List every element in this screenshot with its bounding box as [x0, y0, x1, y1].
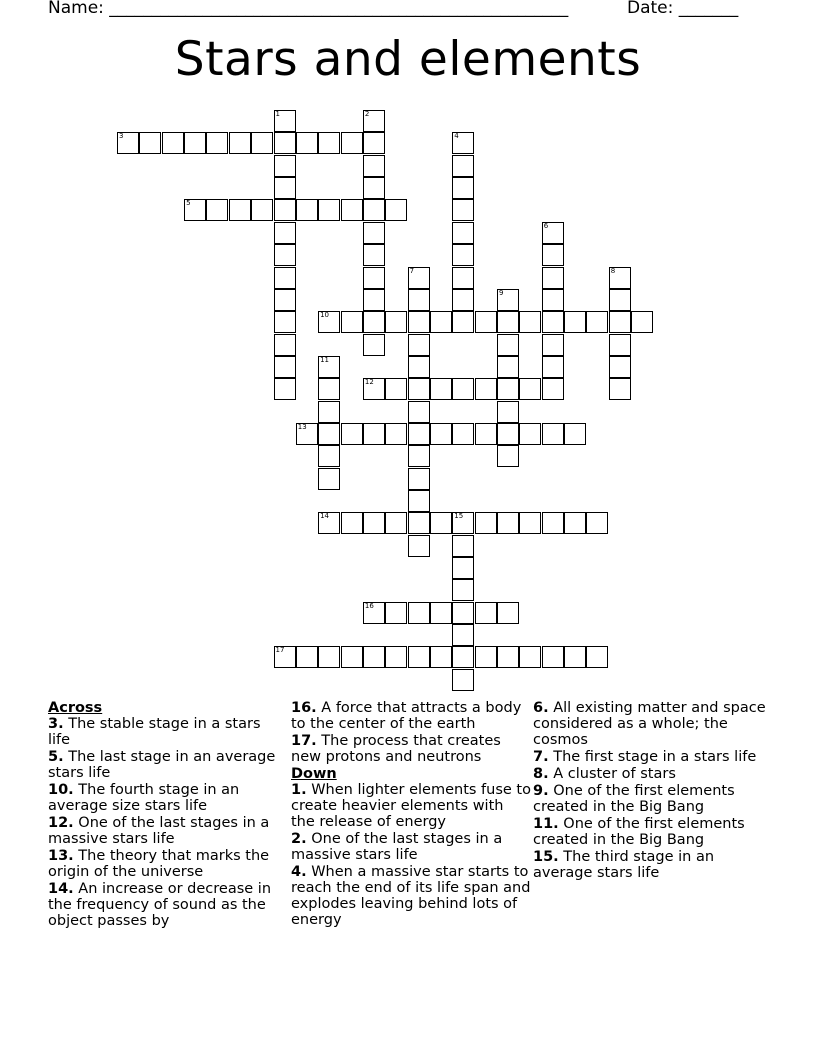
- clue-across-14: [48, 881, 278, 929]
- crossword-cell[interactable]: [452, 423, 474, 445]
- clue-number: 2.: [291, 831, 307, 847]
- crossword-cell[interactable]: [586, 311, 608, 333]
- crossword-cell[interactable]: [475, 311, 497, 333]
- crossword-cell[interactable]: [274, 646, 296, 668]
- crossword-cell[interactable]: [318, 199, 340, 221]
- crossword-cell[interactable]: [363, 334, 385, 356]
- clue-across-16: [291, 700, 531, 732]
- crossword-cell[interactable]: [229, 199, 251, 221]
- crossword-cell[interactable]: [452, 669, 474, 691]
- crossword-cell[interactable]: [519, 311, 541, 333]
- cell-number: 5: [186, 199, 191, 208]
- clue-across-17: [291, 733, 531, 765]
- clue-text: One of the last stages in a massive stars life: [291, 831, 503, 863]
- crossword-cell[interactable]: [274, 289, 296, 311]
- crossword-cell[interactable]: [542, 356, 564, 378]
- crossword-cell[interactable]: [318, 423, 340, 445]
- clue-text: The theory that marks the origin of the universe: [48, 848, 270, 880]
- clue-across-3: [48, 716, 278, 748]
- crossword-cell[interactable]: [408, 646, 430, 668]
- crossword-cell[interactable]: [452, 132, 474, 154]
- cell-number: 7: [409, 266, 415, 275]
- crossword-cell[interactable]: [206, 199, 228, 221]
- clue-text: One of the first elements created in the Big Bang: [533, 816, 745, 848]
- crossword-cell[interactable]: [408, 378, 430, 400]
- crossword-cell[interactable]: [408, 602, 430, 624]
- crossword-cell[interactable]: [564, 512, 586, 534]
- crossword-cell[interactable]: [452, 155, 474, 177]
- crossword-cell[interactable]: [542, 267, 564, 289]
- crossword-cell[interactable]: [497, 445, 519, 467]
- crossword-cell[interactable]: [497, 378, 519, 400]
- clue-down-9: [533, 783, 773, 815]
- crossword-cell[interactable]: [519, 512, 541, 534]
- clue-number: 4.: [291, 864, 307, 880]
- crossword-cell[interactable]: [452, 267, 474, 289]
- crossword-cell[interactable]: [229, 132, 251, 154]
- crossword-cell[interactable]: [475, 602, 497, 624]
- clue-number: 3.: [48, 716, 64, 732]
- crossword-cell[interactable]: [408, 490, 430, 512]
- crossword-cell[interactable]: [206, 132, 228, 154]
- clue-text: The last stage in an average stars life: [48, 749, 276, 781]
- crossword-cell[interactable]: [363, 267, 385, 289]
- crossword-cell[interactable]: [475, 646, 497, 668]
- crossword-cell[interactable]: [430, 602, 452, 624]
- crossword-cell[interactable]: [609, 378, 631, 400]
- crossword-cell[interactable]: [452, 646, 474, 668]
- crossword-cell[interactable]: [430, 423, 452, 445]
- name-field-label: Name: ______________________________________________________: [48, 0, 569, 18]
- crossword-cell[interactable]: [408, 423, 430, 445]
- crossword-cell[interactable]: [139, 132, 161, 154]
- crossword-cell[interactable]: [564, 646, 586, 668]
- clue-text: One of the first elements created in the Big Bang: [533, 783, 735, 815]
- crossword-cell[interactable]: [452, 311, 474, 333]
- crossword-cell[interactable]: [363, 110, 385, 132]
- clue-text: The third stage in an average stars life: [533, 849, 715, 881]
- crossword-cell[interactable]: [408, 267, 430, 289]
- clue-text: One of the last stages in a massive stars life: [48, 815, 270, 847]
- clue-text: The process that creates new protons and neutrons: [291, 733, 501, 765]
- clue-text: An increase or decrease in the frequency of sound as the object passes by: [48, 881, 272, 929]
- crossword-cell[interactable]: [251, 199, 273, 221]
- crossword-cell[interactable]: [408, 445, 430, 467]
- clue-text: The fourth stage in an average size stars life: [48, 782, 240, 814]
- crossword-cell[interactable]: [274, 244, 296, 266]
- crossword-cell[interactable]: [586, 512, 608, 534]
- crossword-cell[interactable]: [542, 512, 564, 534]
- crossword-cell[interactable]: [586, 646, 608, 668]
- crossword-cell[interactable]: [631, 311, 653, 333]
- crossword-cell[interactable]: [497, 334, 519, 356]
- crossword-cell[interactable]: [452, 289, 474, 311]
- cell-number: 10: [320, 311, 330, 320]
- crossword-cell[interactable]: [564, 311, 586, 333]
- crossword-cell[interactable]: [363, 132, 385, 154]
- clue-number: 1.: [291, 782, 307, 798]
- clue-down-1: [291, 782, 531, 830]
- crossword-cell[interactable]: [363, 289, 385, 311]
- crossword-cell[interactable]: [385, 199, 407, 221]
- down-heading: Down: [291, 766, 337, 782]
- clue-number: 6.: [533, 700, 549, 716]
- crossword-cell[interactable]: [408, 468, 430, 490]
- crossword-cell[interactable]: [609, 334, 631, 356]
- crossword-cell[interactable]: [341, 311, 363, 333]
- clue-across-5: [48, 749, 278, 781]
- crossword-cell[interactable]: [452, 624, 474, 646]
- clue-text: When a massive star starts to reach the end of its life span and explodes leaving behind lots of energy: [291, 864, 531, 928]
- cell-number: 2: [364, 110, 370, 118]
- crossword-cell[interactable]: [609, 267, 631, 289]
- crossword-cell[interactable]: [452, 378, 474, 400]
- crossword-cell[interactable]: [385, 646, 407, 668]
- cell-number: 11: [320, 355, 330, 364]
- crossword-cell[interactable]: [609, 311, 631, 333]
- crossword-cell[interactable]: [251, 132, 273, 154]
- crossword-cell[interactable]: [408, 311, 430, 333]
- crossword-cell[interactable]: [318, 512, 340, 534]
- crossword-cell[interactable]: [452, 557, 474, 579]
- crossword-cell[interactable]: [341, 423, 363, 445]
- clue-number: 7.: [533, 749, 549, 765]
- crossword-cell[interactable]: [296, 132, 318, 154]
- crossword-cell[interactable]: [430, 378, 452, 400]
- cell-number: 9: [499, 288, 504, 297]
- clues-column-1: [48, 700, 278, 930]
- page-title: Stars and elements: [174, 32, 642, 87]
- cell-number: 6: [543, 221, 549, 230]
- crossword-cell[interactable]: [475, 423, 497, 445]
- crossword-cell[interactable]: [408, 512, 430, 534]
- cell-number: 1: [275, 110, 280, 118]
- crossword-cell[interactable]: [318, 311, 340, 333]
- crossword-cell[interactable]: [408, 401, 430, 423]
- clue-number: 14.: [48, 881, 74, 897]
- crossword-cell[interactable]: [542, 423, 564, 445]
- crossword-cell[interactable]: [497, 356, 519, 378]
- clue-across-13: [48, 848, 278, 880]
- crossword-cell[interactable]: [542, 244, 564, 266]
- clue-across-10: [48, 782, 278, 814]
- clue-number: 13.: [48, 848, 74, 864]
- cell-number: 8: [610, 266, 616, 275]
- crossword-cell[interactable]: [385, 602, 407, 624]
- crossword-cell[interactable]: [363, 199, 385, 221]
- crossword-cell[interactable]: [363, 646, 385, 668]
- clue-text: A cluster of stars: [553, 766, 676, 782]
- crossword-cell[interactable]: [274, 356, 296, 378]
- crossword-cell[interactable]: [452, 579, 474, 601]
- crossword-cell[interactable]: [274, 132, 296, 154]
- clue-number: 11.: [533, 816, 559, 832]
- crossword-cell[interactable]: [519, 423, 541, 445]
- clue-number: 10.: [48, 782, 74, 798]
- crossword-cell[interactable]: [609, 356, 631, 378]
- crossword-cell[interactable]: [542, 222, 564, 244]
- crossword-cell[interactable]: [497, 311, 519, 333]
- crossword-cell[interactable]: [341, 132, 363, 154]
- crossword-cell[interactable]: [430, 512, 452, 534]
- clue-text: When lighter elements fuse to create heavier elements with the release of energy: [291, 782, 531, 830]
- clue-down-11: [533, 816, 773, 848]
- crossword-cell[interactable]: [274, 222, 296, 244]
- crossword-cell[interactable]: [184, 199, 206, 221]
- crossword-cell[interactable]: [452, 222, 474, 244]
- clue-text: The stable stage in a stars life: [48, 716, 261, 748]
- cell-number: 13: [297, 422, 307, 431]
- crossword-cell[interactable]: [363, 423, 385, 445]
- crossword-cell[interactable]: [542, 289, 564, 311]
- crossword-cell[interactable]: [318, 445, 340, 467]
- crossword-cell[interactable]: [497, 289, 519, 311]
- crossword-cell[interactable]: [475, 378, 497, 400]
- crossword-cell[interactable]: [363, 222, 385, 244]
- clues-column-2: [291, 700, 531, 929]
- crossword-cell[interactable]: [542, 334, 564, 356]
- clue-across-12: [48, 815, 278, 847]
- clue-text: The first stage in a stars life: [553, 749, 757, 765]
- cell-number: 17: [275, 646, 285, 655]
- crossword-cell[interactable]: [184, 132, 206, 154]
- crossword-cell[interactable]: [408, 356, 430, 378]
- crossword-cell[interactable]: [452, 177, 474, 199]
- clue-number: 17.: [291, 733, 317, 749]
- crossword-cell[interactable]: [519, 646, 541, 668]
- crossword-cell[interactable]: [296, 423, 318, 445]
- crossword-cell[interactable]: [452, 602, 474, 624]
- across-heading: Across: [48, 700, 103, 716]
- crossword-cell[interactable]: [542, 378, 564, 400]
- cell-number: 12: [364, 378, 374, 387]
- cell-number: 3: [119, 132, 124, 141]
- crossword-cell[interactable]: [363, 378, 385, 400]
- crossword-cell[interactable]: [497, 401, 519, 423]
- crossword-cell[interactable]: [296, 646, 318, 668]
- clue-down-15: [533, 849, 773, 881]
- crossword-cell[interactable]: [274, 177, 296, 199]
- clue-down-7: [533, 749, 773, 765]
- clue-number: 16.: [291, 700, 317, 716]
- crossword-cell[interactable]: [318, 401, 340, 423]
- crossword-cell[interactable]: [318, 132, 340, 154]
- clue-number: 15.: [533, 849, 559, 865]
- crossword-cell[interactable]: [274, 110, 296, 132]
- crossword-cell[interactable]: [117, 132, 139, 154]
- clue-number: 12.: [48, 815, 74, 831]
- crossword-cell[interactable]: [341, 646, 363, 668]
- crossword-cell[interactable]: [363, 311, 385, 333]
- cell-number: 16: [364, 601, 374, 610]
- crossword-cell[interactable]: [274, 199, 296, 221]
- crossword-cell[interactable]: [609, 289, 631, 311]
- crossword-cell[interactable]: [341, 199, 363, 221]
- crossword-cell[interactable]: [363, 155, 385, 177]
- clue-text: A force that attracts a body to the center of the earth: [291, 700, 522, 732]
- crossword-cell[interactable]: [318, 378, 340, 400]
- crossword-cell[interactable]: [408, 289, 430, 311]
- crossword-cell[interactable]: [274, 334, 296, 356]
- crossword-cell[interactable]: [542, 311, 564, 333]
- clue-text: All existing matter and space considered as a whole; the cosmos: [533, 700, 766, 748]
- crossword-cell[interactable]: [519, 378, 541, 400]
- crossword-cell[interactable]: [318, 646, 340, 668]
- clue-number: 5.: [48, 749, 64, 765]
- crossword-cell[interactable]: [341, 512, 363, 534]
- crossword-cell[interactable]: [162, 132, 184, 154]
- crossword-cell[interactable]: [363, 244, 385, 266]
- cell-number: 14: [320, 512, 330, 521]
- date-field-label: Date: _______: [627, 0, 739, 18]
- crossword-cell[interactable]: [274, 311, 296, 333]
- crossword-cell[interactable]: [318, 468, 340, 490]
- crossword-cell[interactable]: [452, 535, 474, 557]
- crossword-cell[interactable]: [385, 512, 407, 534]
- crossword-cell[interactable]: [385, 311, 407, 333]
- crossword-cell[interactable]: [363, 512, 385, 534]
- crossword-cell[interactable]: [430, 311, 452, 333]
- crossword-cell[interactable]: [274, 155, 296, 177]
- cell-number: 4: [454, 132, 459, 141]
- crossword-cell[interactable]: [452, 244, 474, 266]
- crossword-cell[interactable]: [452, 199, 474, 221]
- crossword-cell[interactable]: [363, 177, 385, 199]
- cell-number: 15: [454, 512, 464, 521]
- crossword-cell[interactable]: [408, 535, 430, 557]
- crossword-cell[interactable]: [475, 512, 497, 534]
- crossword-cell[interactable]: [385, 378, 407, 400]
- clue-down-4: [291, 864, 531, 928]
- clue-down-2: [291, 831, 531, 863]
- crossword-cell[interactable]: [497, 512, 519, 534]
- crossword-cell[interactable]: [318, 356, 340, 378]
- crossword-cell[interactable]: [564, 423, 586, 445]
- crossword-cell[interactable]: [430, 646, 452, 668]
- clue-down-6: [533, 700, 773, 748]
- clue-number: 8.: [533, 766, 549, 782]
- crossword-cell[interactable]: [408, 334, 430, 356]
- crossword-cell[interactable]: [497, 423, 519, 445]
- crossword-cell[interactable]: [542, 646, 564, 668]
- crossword-cell[interactable]: [497, 646, 519, 668]
- crossword-cell[interactable]: [452, 512, 474, 534]
- crossword-cell[interactable]: [385, 423, 407, 445]
- crossword-cell[interactable]: [274, 267, 296, 289]
- crossword-cell[interactable]: [497, 602, 519, 624]
- crossword-cell[interactable]: [363, 602, 385, 624]
- crossword-cell[interactable]: [296, 199, 318, 221]
- clue-down-8: [533, 766, 773, 782]
- clue-number: 9.: [533, 783, 549, 799]
- clues-column-3: [533, 700, 773, 882]
- crossword-cell[interactable]: [274, 378, 296, 400]
